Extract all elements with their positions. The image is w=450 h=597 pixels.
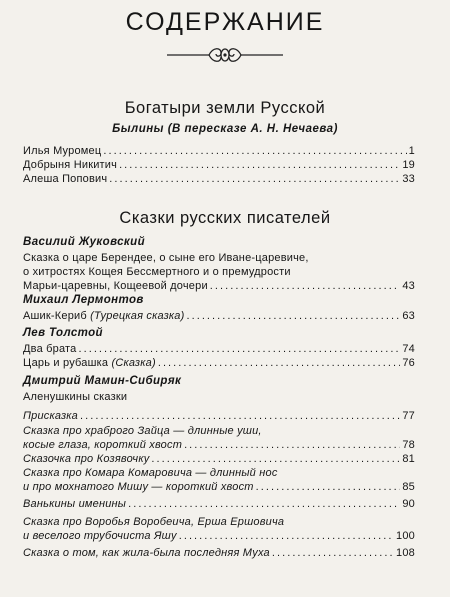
leader-dots: [179, 529, 394, 543]
leader-dots: [78, 342, 400, 356]
leader-dots: [210, 279, 401, 293]
leader-dots: [80, 409, 400, 423]
section-subtitle: Былины (В пересказе А. Н. Нечаева): [112, 123, 338, 135]
toc-entry[interactable]: [23, 309, 415, 323]
entry-page: 43: [402, 280, 415, 292]
toc-entry[interactable]: [23, 172, 415, 186]
entry-title: Два брата: [23, 343, 77, 355]
toc-entry[interactable]: [23, 342, 415, 356]
ornament-divider-icon: [165, 44, 285, 66]
entry-title: Царь и рубашка: [23, 357, 112, 369]
leader-dots: [109, 172, 400, 186]
entry-title: Добрыня Никитич: [23, 159, 118, 171]
entry-page: 76: [402, 357, 415, 369]
entry-title: Марьи-царевны, Кощеевой дочери: [23, 280, 208, 292]
toc-entry[interactable]: [23, 356, 415, 370]
leader-dots: [184, 438, 400, 452]
toc-entry[interactable]: [23, 497, 415, 511]
toc-entry[interactable]: [23, 546, 415, 560]
leader-dots: [186, 309, 400, 323]
entry-title-line: о хитростях Кощея Бессмертного и о премудрости: [23, 266, 291, 278]
section-title: Богатыри земли Русской: [124, 99, 326, 117]
entry-page: 63: [402, 310, 415, 322]
entry-title: Илья Муромец: [23, 145, 102, 157]
entry-page: 108: [396, 547, 415, 559]
entry-page: 90: [402, 498, 415, 510]
entry-title-line: Сказка про храброго Зайца — длинные уши,: [23, 425, 262, 437]
author-name: Лев Толстой: [23, 327, 103, 339]
leader-dots: [272, 546, 394, 560]
toc-entry[interactable]: [23, 438, 415, 452]
leader-dots: [103, 144, 406, 158]
toc-entry[interactable]: [23, 480, 415, 494]
toc-entry[interactable]: [23, 279, 415, 293]
toc-entry[interactable]: [23, 144, 415, 158]
page-title: СОДЕРЖАНИЕ: [125, 8, 325, 36]
entry-title-line: Сказка о царе Берендее, о сыне его Иване-царевиче,: [23, 252, 309, 264]
toc-entry[interactable]: [23, 409, 415, 423]
leader-dots: [158, 356, 401, 370]
group-title: Аленушкины сказки: [23, 391, 128, 403]
entry-title: Сказочка про Козявочку: [23, 453, 150, 465]
entry-page: 19: [402, 159, 415, 171]
leader-dots: [151, 452, 400, 466]
leader-dots: [128, 497, 400, 511]
entry-title-line: Сказка про Воробья Воробеича, Ерша Ершовича: [23, 516, 285, 528]
author-name: Дмитрий Мамин-Сибиряк: [23, 375, 182, 387]
entry-title: косые глаза, короткий хвост: [23, 439, 183, 451]
entry-page: 1: [408, 145, 415, 157]
entry-page: 85: [402, 481, 415, 493]
entry-page: 100: [396, 530, 415, 542]
entry-title: и веселого трубочиста Яшу: [23, 530, 177, 542]
author-name: Василий Жуковский: [23, 236, 146, 248]
leader-dots: [256, 480, 401, 494]
entry-page: 77: [402, 410, 415, 422]
entry-title: и про мохнатого Мишу — короткий хвост: [23, 481, 254, 493]
entry-page: 74: [402, 343, 415, 355]
entry-title-note: (Сказка): [111, 357, 156, 369]
entry-title: Алеша Попович: [23, 173, 108, 185]
entry-title-note: (Турецкая сказка): [90, 310, 185, 322]
entry-title: Присказка: [23, 410, 79, 422]
entry-page: 33: [402, 173, 415, 185]
entry-title: Ванькины именины: [23, 498, 127, 510]
entry-page: 78: [402, 439, 415, 451]
entry-title-line: Сказка про Комара Комаровича — длинный нос: [23, 467, 278, 479]
author-name: Михаил Лермонтов: [23, 294, 144, 306]
entry-title: Ашик-Кериб: [23, 310, 91, 322]
toc-entry[interactable]: [23, 452, 415, 466]
entry-title: Сказка о том, как жила-была последняя Муха: [23, 547, 270, 559]
toc-entry[interactable]: [23, 529, 415, 543]
toc-entry[interactable]: [23, 158, 415, 172]
leader-dots: [119, 158, 400, 172]
section-title: Сказки русских писателей: [119, 209, 331, 227]
entry-page: 81: [402, 453, 415, 465]
